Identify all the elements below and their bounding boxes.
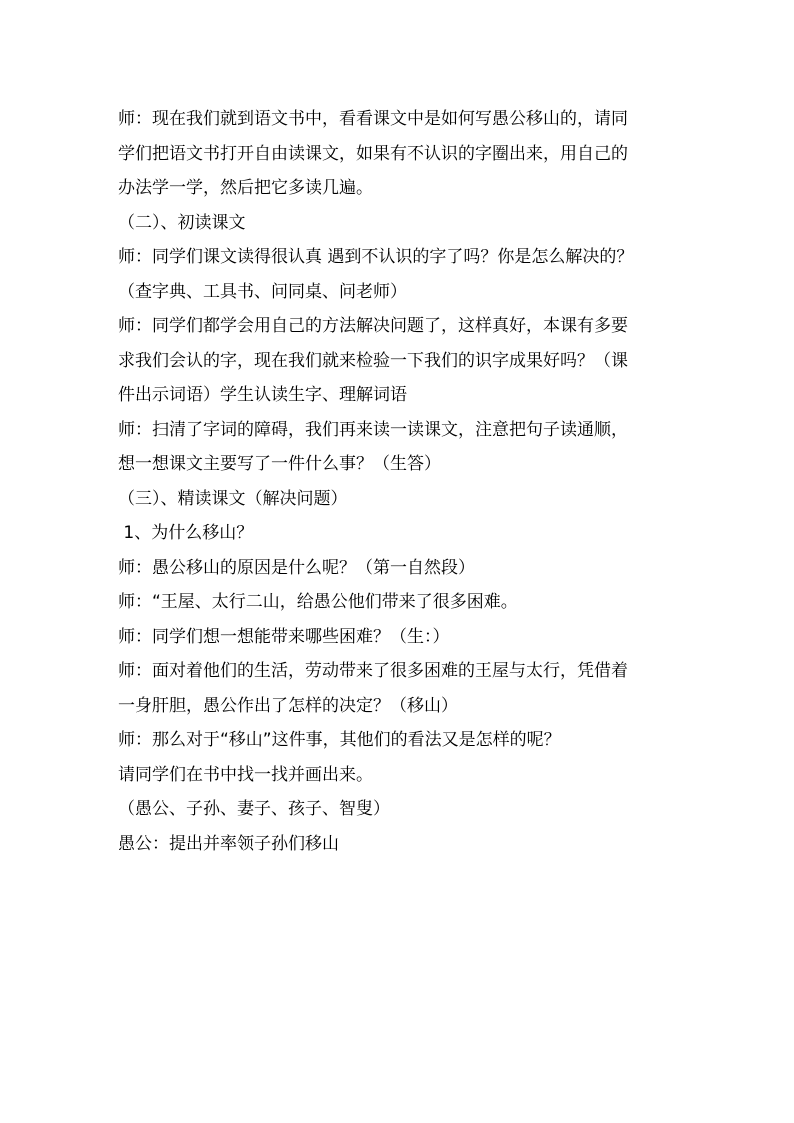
text-line: 师：同学们课文读得很认真 遇到不认识的字了吗？你是怎么解决的？: [118, 247, 634, 267]
text-line: 办法学一学，然后把它多读几遍。: [118, 178, 373, 198]
text-line: 想一想课文主要写了一件什么事？（生答）: [118, 454, 441, 474]
text-line: 请同学们在书中找一找并画出来。: [118, 764, 373, 785]
text-line: 件出示词语）学生认读生字、理解词语: [118, 385, 407, 405]
text-body: [118, 102, 686, 861]
text-line: 愚公：提出并率领子孙们移山: [118, 833, 339, 854]
text-line: 求我们会认的字，现在我们就来检验一下我们的识字成果好吗？（课: [118, 350, 628, 371]
text-line: （查字典、工具书、问同桌、问老师）: [118, 281, 407, 302]
text-line: （愚公、子孙、妻子、孩子、智叟）: [118, 799, 390, 819]
text-line: 师：同学们想一想能带来哪些困难？（生：）: [118, 626, 450, 647]
text-line: 师：那么对于“移山”这件事，其他们的看法又是怎样的呢？: [118, 730, 561, 750]
text-line: 师：同学们都学会用自己的方法解决问题了，这样真好，本课有多要: [118, 316, 628, 336]
text-line: 师：扫清了字词的障碍，我们再来读一读课文，注意把句子读通顺，: [118, 419, 628, 440]
text-line: 师：愚公移山的原因是什么呢？（第一自然段）: [118, 557, 475, 578]
text-line: 师：现在我们就到语文书中，看看课文中是如何写愚公移山的，请同: [118, 109, 628, 129]
text-line: 学们把语文书打开自由读课文，如果有不认识的字圈出来，用自己的: [118, 143, 628, 164]
text-line: 师：面对着他们的生活，劳动带来了很多困难的王屋与太行，凭借着: [118, 661, 628, 681]
section-heading: （二）、初读课文: [118, 212, 246, 233]
text-line: 一身肝胆，愚公作出了怎样的决定？（移山）: [118, 695, 458, 716]
section-heading: （三）、精读课文（解决问题）: [118, 488, 348, 509]
subsection-heading: 1、为什么移山？: [118, 523, 254, 543]
text-line: 师：“王屋、太行二山，给愚公他们带来了很多困难。: [118, 592, 518, 612]
